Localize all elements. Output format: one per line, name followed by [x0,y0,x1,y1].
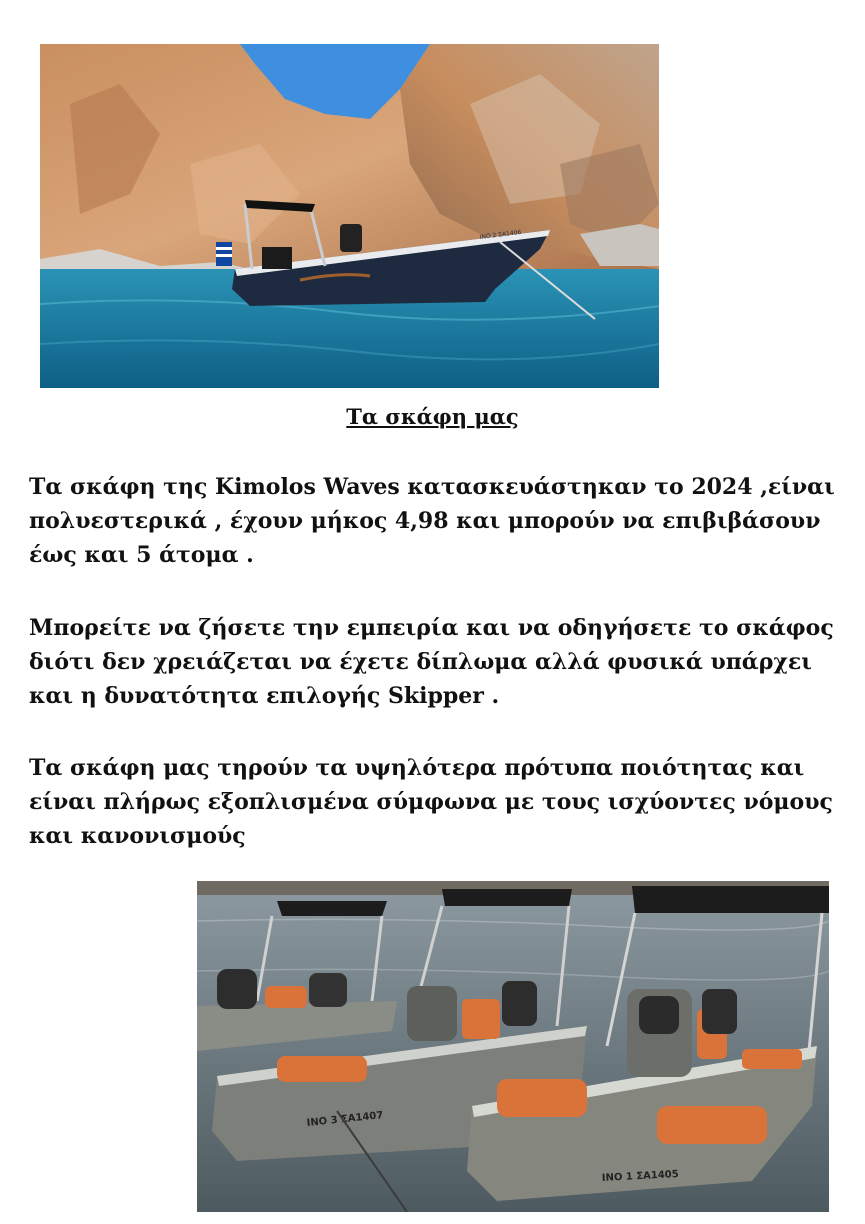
paragraph-quality-info [29,751,839,853]
paragraph-boats-info [29,470,839,572]
paragraph-line: και η δυνατότητα επιλογής Skipper . [29,683,500,709]
boat-photo-cove [40,44,659,388]
top-boat-registration: ΙΝΟ 2 ΣΑ1406 [479,228,522,241]
paragraph-line: Τα σκάφη της Kimolos Waves κατασκευάστηκαν το 2024 ,είναι [29,474,835,500]
middle-boat-registration: ΙΝΟ 3 ΣΑ1407 [306,1110,384,1129]
front-boat-registration: ΙΝΟ 1 ΣΑ1405 [601,1168,679,1184]
boats-fleet-photo [197,881,829,1212]
paragraph-line: είναι πλήρως εξοπλισμένα σύμφωνα με τους ισχύοντες νόμους [29,789,833,815]
paragraph-line: Μπορείτε να ζήσετε την εμπειρία και να οδηγήσετε το σκάφος [29,615,834,641]
paragraph-line: διότι δεν χρειάζεται να έχετε δίπλωμα αλλά φυσικά υπάρχει [29,649,812,675]
page-heading: Τα σκάφη μας [346,404,519,429]
paragraph-line: και κανονισμούς [29,823,246,849]
paragraph-line: έως και 5 άτομα . [29,542,254,568]
paragraph-line: πολυεστερικά , έχουν μήκος 4,98 και μπορούν να επιβιβάσουν [29,508,821,534]
paragraph-line: Τα σκάφη μας τηρούν τα υψηλότερα πρότυπα ποιότητας και [29,755,805,781]
paragraph-license-info [29,611,839,713]
